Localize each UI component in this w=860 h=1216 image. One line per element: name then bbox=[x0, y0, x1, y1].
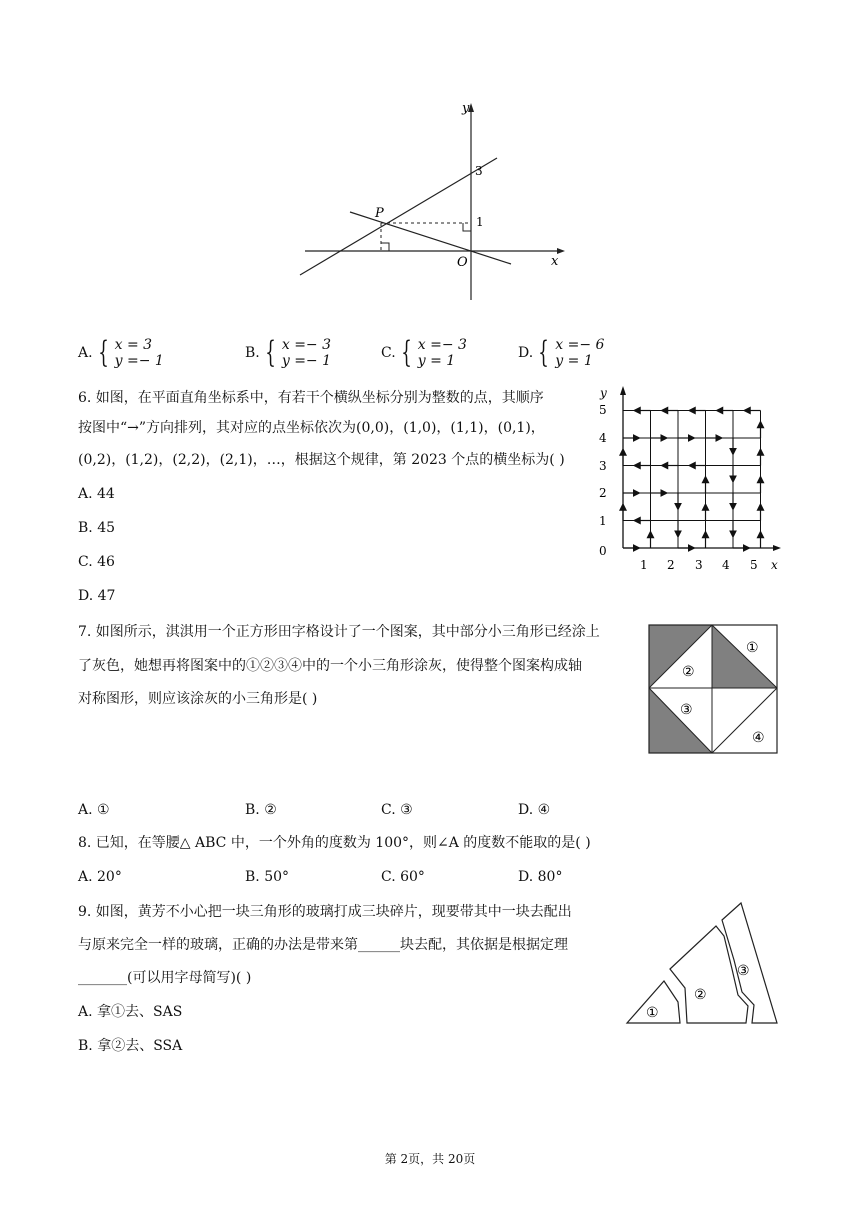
q7-figure bbox=[648, 624, 778, 754]
right-angle-mark-2 bbox=[463, 223, 471, 231]
q5-option-c-letter: C. bbox=[381, 345, 396, 361]
q6-x-tick-3: 3 bbox=[695, 558, 703, 572]
q8-line: 8. 已知，在等腰△ ABC 中，一个外角的度数为 100°，则∠A 的度数不能取的是( ) bbox=[78, 835, 591, 851]
q8-option-b: B. 50° bbox=[245, 869, 290, 885]
q9-option-a: A. 拿①去、SAS bbox=[78, 1004, 183, 1020]
q6-line-1: 6. 如图，在平面直角坐标系中，有若干个横纵坐标分别为整数的点，其顺序 bbox=[78, 390, 544, 406]
q7-label-4: ④ bbox=[752, 730, 765, 746]
q5-option-b-eq1: x =− 3 bbox=[281, 337, 332, 353]
q5-option-d-letter: D. bbox=[518, 345, 534, 361]
q5-option-c-eq1: x =− 3 bbox=[417, 337, 467, 353]
q5-option-b-letter: B. bbox=[245, 345, 260, 361]
q6-option-a: A. 44 bbox=[78, 486, 115, 502]
page-footer: 第 2页，共 20页 bbox=[384, 1152, 476, 1166]
q6-line-2: 按图中“→”方向排列，其对应的点坐标依次为(0,0)，(1,0)，(1,1)，(0,1)， bbox=[78, 420, 545, 436]
label-1: 1 bbox=[476, 215, 484, 229]
q9-line-2: 与原来完全一样的玻璃，正确的办法是带来第______块去配，其依据是根据定理 bbox=[78, 937, 568, 953]
q7-label-2: ② bbox=[682, 664, 695, 680]
label-p: P bbox=[375, 206, 384, 221]
q9-label-3: ③ bbox=[737, 963, 750, 979]
q9-line-1: 9. 如图，黄芳不小心把一块三角形的玻璃打成三块碎片，现要带其中一块去配出 bbox=[78, 904, 572, 920]
q9-label-2: ② bbox=[694, 987, 707, 1003]
q5-option-c-eq2: y = 1 bbox=[417, 353, 456, 369]
q8-option-d: D. 80° bbox=[518, 869, 563, 885]
q5-option-b: B. { x =− 3 y =− 1 bbox=[245, 335, 332, 370]
q6-y-label: y bbox=[600, 386, 607, 400]
q7-option-a: A. ① bbox=[78, 802, 110, 818]
q6-x-tick-1: 1 bbox=[640, 558, 648, 572]
q6-x-tick-2: 2 bbox=[667, 558, 675, 572]
q6-line-3: (0,2)，(1,2)，(2,2)，(2,1)，…，根据这个规律，第 2023 个点的横坐标为( ) bbox=[78, 452, 565, 468]
q6-option-c: C. 46 bbox=[78, 554, 115, 570]
q6-option-b: B. 45 bbox=[78, 520, 116, 536]
q9-label-1: ① bbox=[646, 1005, 659, 1021]
q6-y-tick-4: 4 bbox=[599, 431, 607, 445]
q7-line-1: 7. 如图所示，淇淇用一个正方形田字格设计了一个图案，其中部分小三角形已经涂上 bbox=[78, 624, 600, 640]
q6-option-d: D. 47 bbox=[78, 588, 116, 604]
q6-grid bbox=[623, 411, 761, 549]
q5-option-a-eq1: x = 3 bbox=[114, 337, 153, 353]
q8-option-a: A. 20° bbox=[78, 869, 122, 885]
q6-figure bbox=[595, 383, 785, 575]
q6-y-tick-1: 1 bbox=[599, 514, 607, 528]
label-3: 3 bbox=[475, 164, 483, 178]
q8-option-c: C. 60° bbox=[381, 869, 425, 885]
q5-option-a: A. { x = 3 y =− 1 bbox=[78, 335, 164, 370]
q6-x-tick-4: 4 bbox=[722, 558, 730, 572]
q6-y-axis-arrow bbox=[620, 386, 626, 395]
q6-x-label: x bbox=[771, 558, 778, 572]
q7-option-c: C. ③ bbox=[381, 802, 413, 818]
q6-path-arrows bbox=[623, 411, 761, 549]
q5-option-b-eq2: y =− 1 bbox=[281, 353, 332, 369]
q6-x-tick-5: 5 bbox=[750, 558, 758, 572]
q7-line-2: 了灰色，她想再将图案中的①②③④中的一个小三角形涂灰，使得整个图案构成轴 bbox=[78, 658, 582, 674]
label-o: O bbox=[457, 255, 468, 270]
q6-x-axis-arrow bbox=[773, 545, 781, 551]
q7-option-b: B. ② bbox=[245, 802, 277, 818]
q7-option-d: D. ④ bbox=[518, 802, 551, 818]
q5-option-c: C. { x =− 3 y = 1 bbox=[381, 335, 467, 370]
q6-y-tick-2: 2 bbox=[599, 486, 607, 500]
q9-option-b: B. 拿②去、SSA bbox=[78, 1038, 183, 1054]
q5-figure bbox=[295, 100, 565, 305]
y-label: y bbox=[462, 101, 470, 116]
q7-line-3: 对称图形，则应该涂灰的小三角形是( ) bbox=[78, 691, 318, 707]
q5-option-d: D. { x =− 6 y = 1 bbox=[518, 335, 605, 370]
x-label: x bbox=[551, 254, 559, 269]
q5-option-a-letter: A. bbox=[78, 345, 93, 361]
q5-option-d-eq2: y = 1 bbox=[555, 353, 593, 369]
q6-y-tick-3: 3 bbox=[599, 459, 607, 473]
q9-figure bbox=[624, 900, 784, 1030]
q6-y-tick-0: 0 bbox=[599, 544, 607, 558]
q5-option-a-eq2: y =− 1 bbox=[114, 353, 164, 369]
q7-label-1: ① bbox=[746, 640, 759, 656]
q6-y-tick-5: 5 bbox=[599, 403, 607, 417]
q9-line-3: _______(可以用字母简写)( ) bbox=[78, 970, 252, 986]
right-angle-mark-1 bbox=[381, 243, 389, 251]
q7-label-3: ③ bbox=[680, 702, 693, 718]
q7-diagonal-4 bbox=[712, 688, 777, 753]
q5-option-d-eq1: x =− 6 bbox=[555, 337, 605, 353]
